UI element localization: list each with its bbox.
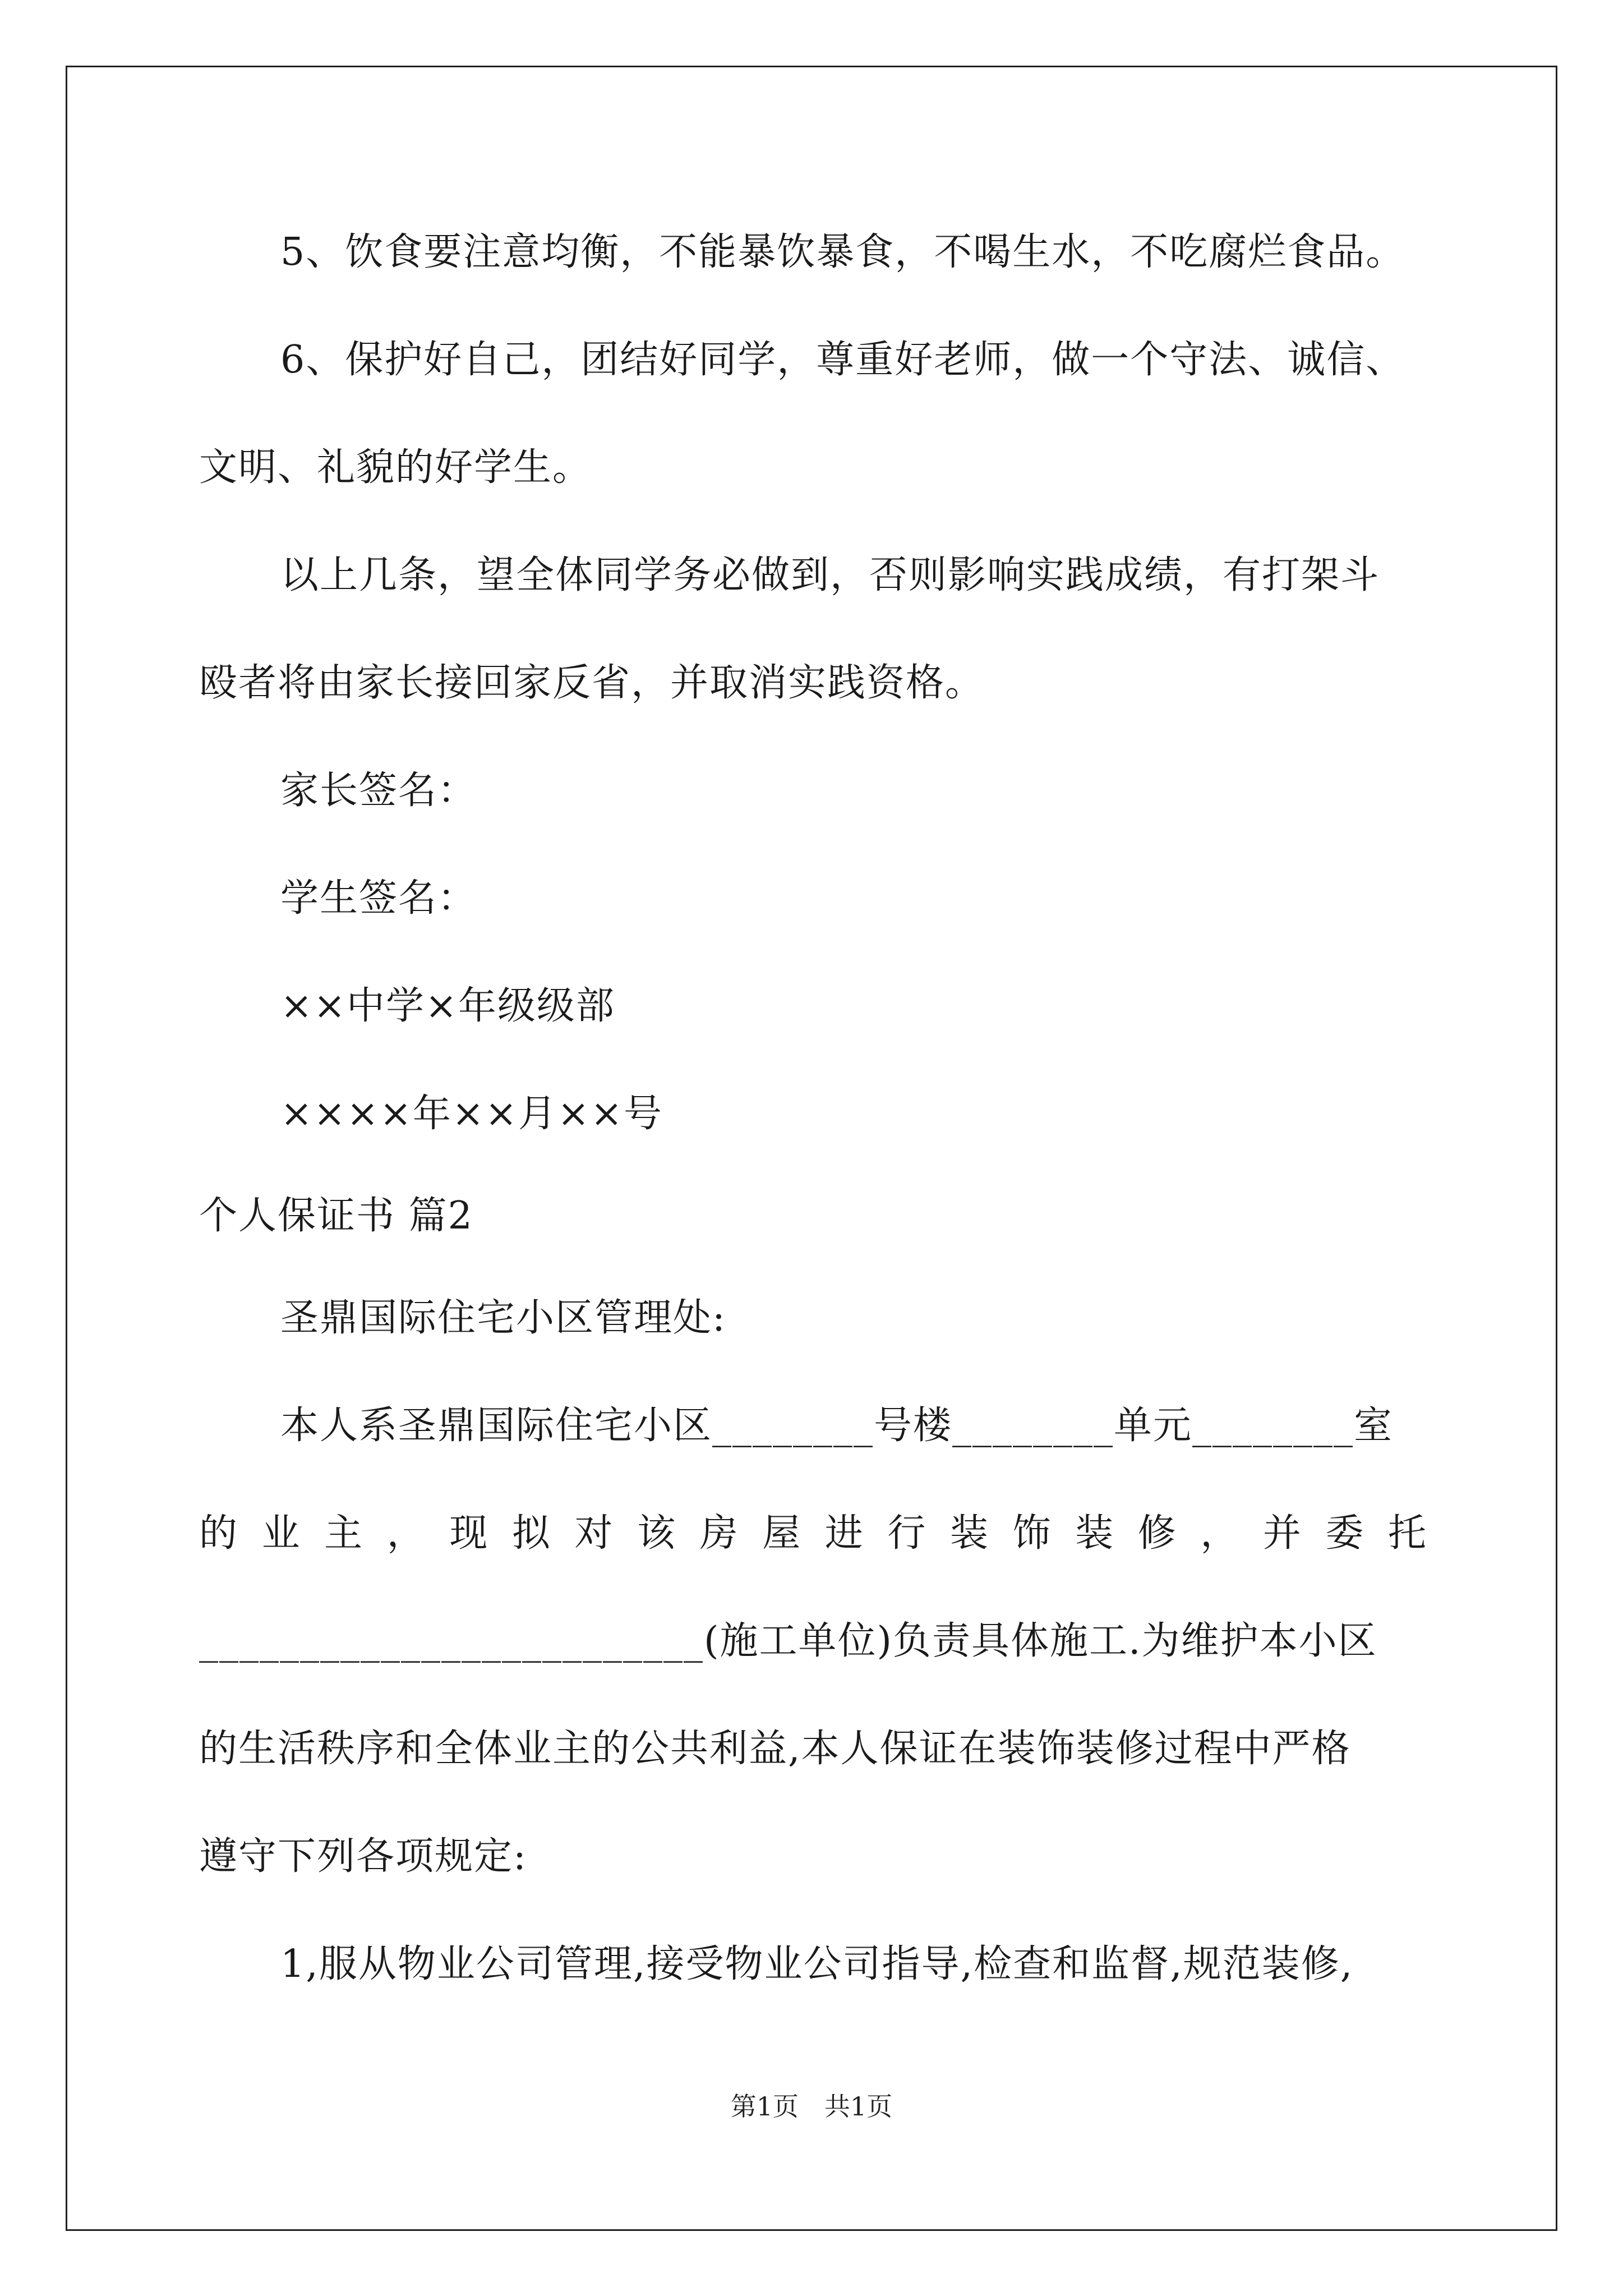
char: 对 (574, 1511, 614, 1556)
page-footer: 第1页 共1页 (730, 2091, 893, 2122)
char: 主 (324, 1511, 364, 1556)
section-heading: 个人保证书 篇2 (199, 1194, 473, 1238)
body-line-4: 的生活秩序和全体业主的公共利益,本人保证在装饰装修过程中严格 (199, 1727, 1351, 1771)
char: 修 (1137, 1511, 1177, 1556)
rule-item-1: 1,服从物业公司管理,接受物业公司指导,检查和监督,规范装修, (280, 1942, 1354, 1986)
char: 行 (887, 1511, 927, 1556)
page-border (66, 66, 1557, 2231)
char: 房 (699, 1511, 739, 1556)
addressee-line: 圣鼎国际住宅小区管理处: (280, 1296, 726, 1340)
char: 拟 (511, 1511, 551, 1556)
body-line-5: 遵守下列各项规定: (199, 1834, 527, 1879)
body-line-2 (199, 1508, 1427, 1559)
char: 业 (261, 1511, 301, 1556)
paragraph-line-1: 5、饮食要注意均衡，不能暴饮暴食，不喝生水，不吃腐烂食品。 (280, 230, 1405, 274)
date-line: ××××年××月××号 (280, 1092, 663, 1136)
char: 该 (637, 1511, 677, 1556)
paragraph-line-2: 6、保护好自己，团结好同学，尊重好老师，做一个守法、诚信、 (280, 338, 1405, 382)
char: 并 (1262, 1511, 1302, 1556)
char: 的 (199, 1511, 239, 1556)
paragraph-line-3: 文明、礼貌的好学生。 (199, 445, 592, 490)
paragraph-line-4: 以上几条，望全体同学务必做到，否则影响实践成绩，有打架斗 (280, 553, 1380, 597)
student-signature-label: 学生签名： (280, 876, 477, 921)
body-line-1: 本人系圣鼎国际住宅小区________号楼________单元________室 (280, 1404, 1394, 1448)
char: 现 (449, 1511, 489, 1556)
char: 屋 (762, 1511, 802, 1556)
char: 装 (949, 1511, 989, 1556)
char: 饰 (1012, 1511, 1052, 1556)
char: 装 (1075, 1511, 1115, 1556)
char: 托 (1387, 1511, 1427, 1556)
char: ， (386, 1511, 426, 1556)
char: ， (1200, 1511, 1240, 1556)
paragraph-line-5: 殴者将由家长接回家反省，并取消实践资格。 (199, 661, 985, 705)
issuer-line: ××中学×年级级部 (280, 984, 615, 1028)
parent-signature-label: 家长签名： (280, 769, 477, 813)
char: 委 (1325, 1511, 1365, 1556)
char: 进 (824, 1511, 864, 1556)
body-line-3: _________________________(施工单位)负责具体施工.为维护本小区 (199, 1619, 1377, 1663)
